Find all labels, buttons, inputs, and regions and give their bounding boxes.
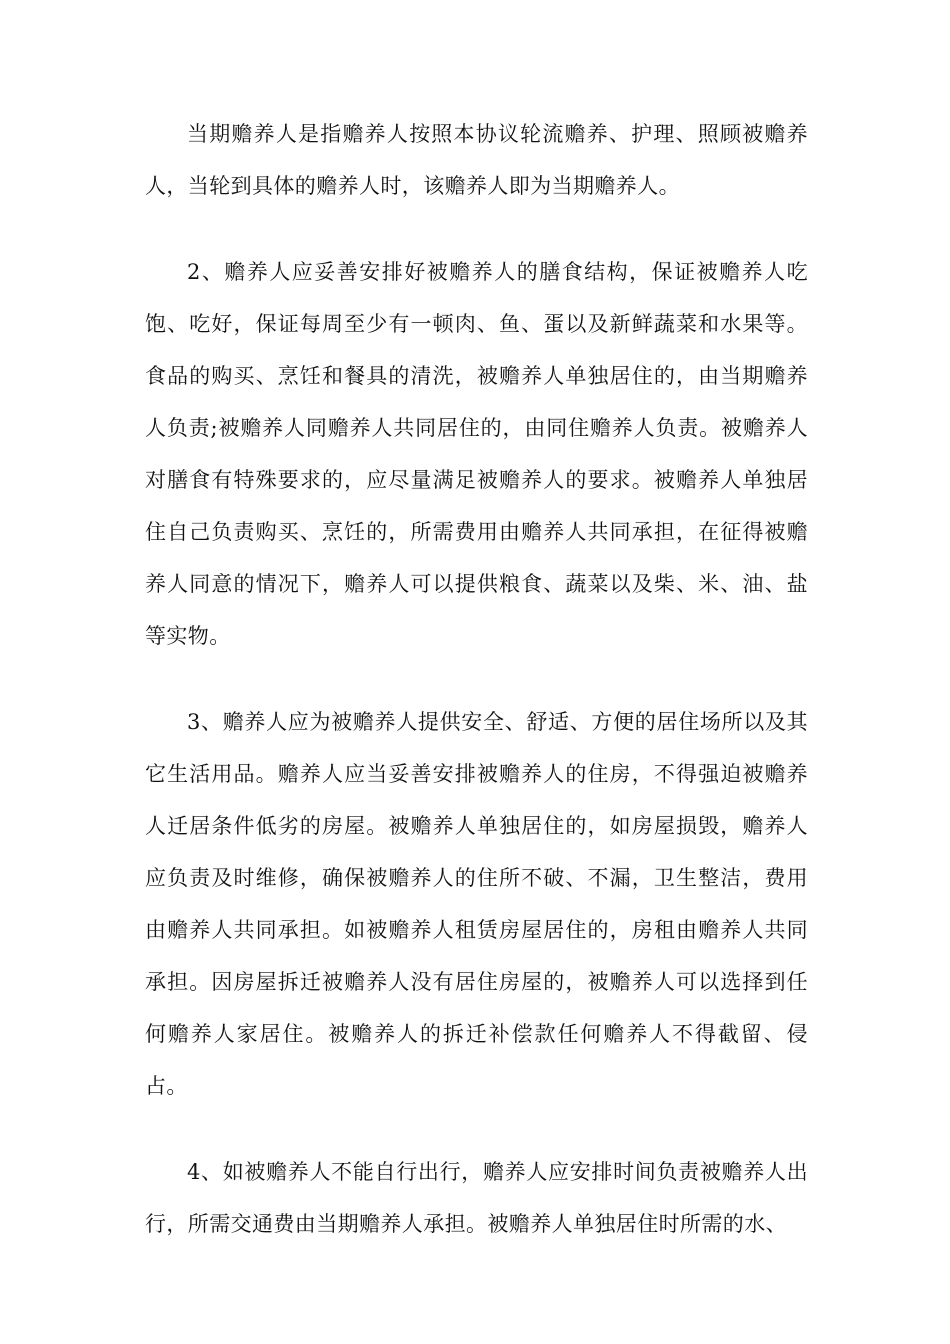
paragraph-clause-4-travel: 4、如被赡养人不能自行出行，赡养人应安排时间负责被赡养人出行，所需交通费由当期赡养人承担。被赡养人单独居住时所需的水、: [145, 1160, 808, 1236]
paragraph-clause-3-housing: 3、赡养人应为被赡养人提供安全、舒适、方便的居住场所以及其它生活用品。赡养人应当妥善安排被赡养人的住房，不得强迫被赡养人迁居条件低劣的房屋。被赡养人单独居住的，如房屋损毁，赡养人应负责及时维修，确保被赡养人的住所不破、不漏，卫生整洁，费用由赡养人共同承担。如被赡养人租赁房屋居住的，房租由赡养人共同承担。因房屋拆迁被赡养人没有居住房屋的，被赡养人可以选择到任何赡养人家居住。被赡养人的拆迁补偿款任何赡养人不得截留、侵占。: [145, 710, 808, 1098]
paragraph-clause-2-diet: 2、赡养人应妥善安排好被赡养人的膳食结构，保证被赡养人吃饱、吃好，保证每周至少有一顿肉、鱼、蛋以及新鲜蔬菜和水果等。食品的购买、烹饪和餐具的清洗，被赡养人单独居住的，由当期赡养人负责;被赡养人同赡养人共同居住的，由同住赡养人负责。被赡养人对膳食有特殊要求的，应尽量满足被赡养人的要求。被赡养人单独居住自己负责购买、烹饪的，所需费用由赡养人共同承担，在征得被赡养人同意的情况下，赡养人可以提供粮食、蔬菜以及柴、米、油、盐等实物。: [145, 260, 808, 648]
paragraph-current-caregiver: 当期赡养人是指赡养人按照本协议轮流赡养、护理、照顾被赡养人，当轮到具体的赡养人时，该赡养人即为当期赡养人。: [145, 122, 808, 198]
